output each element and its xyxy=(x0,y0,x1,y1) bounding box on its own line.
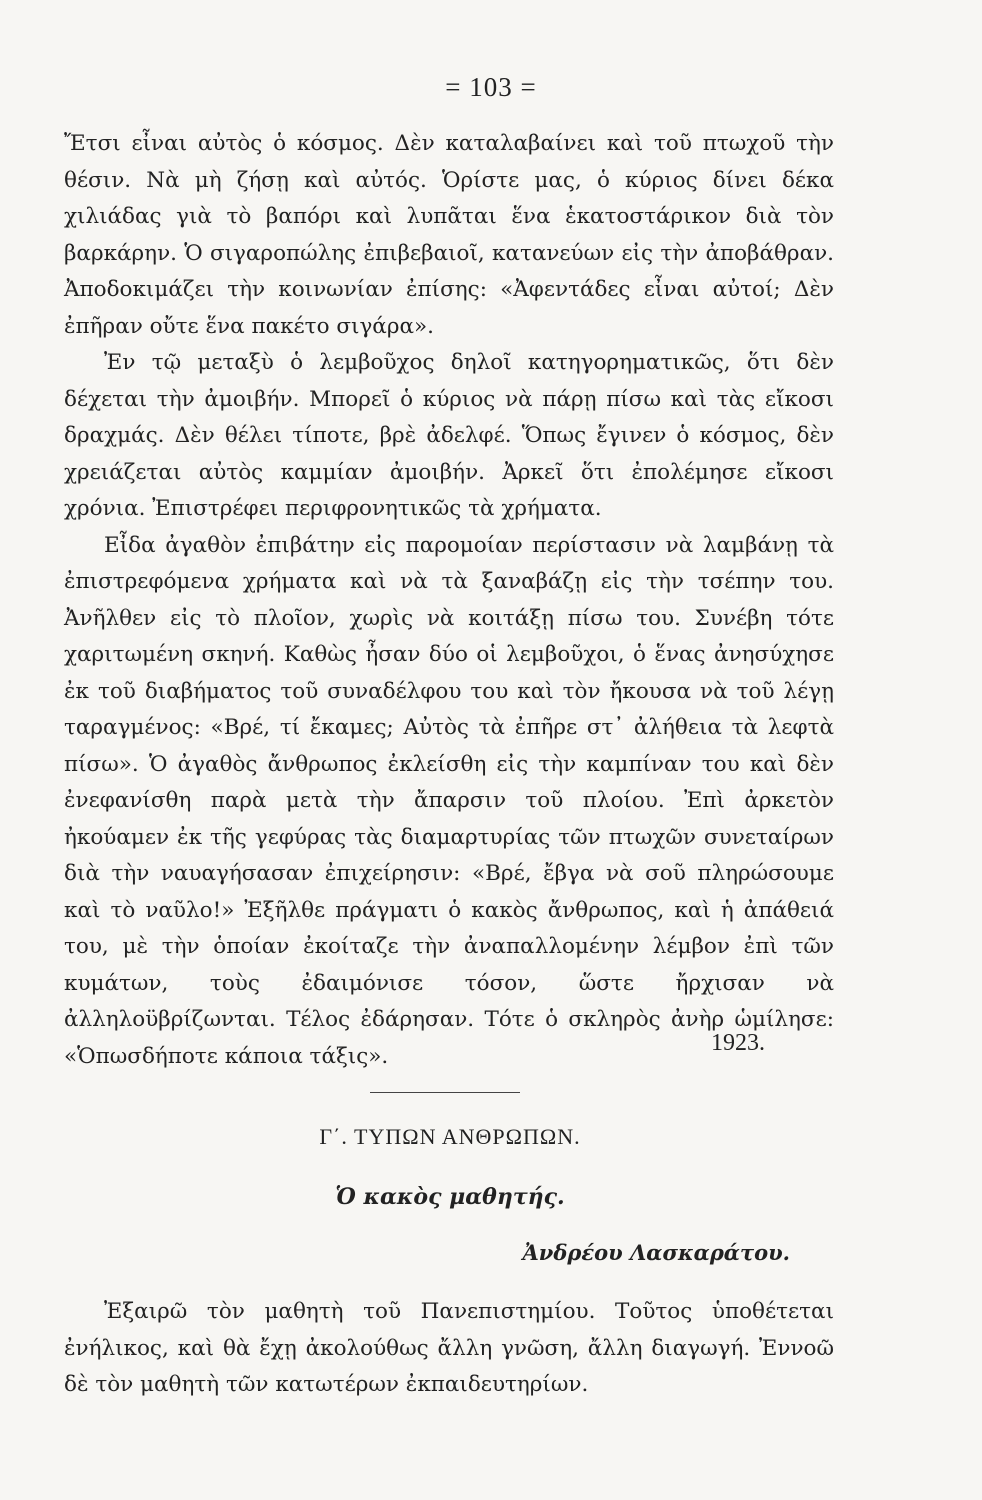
section-title: Γ΄. ΤΥΠΩΝ ΑΝΘΡΩΠΩΝ. xyxy=(319,1124,581,1149)
bottom-text-block xyxy=(64,1294,834,1404)
paragraph-1: Ἔτσι εἶναι αὐτὸς ὁ κόσμος. Δὲν καταλαβαίνει καὶ τοῦ πτωχοῦ τὴν θέσιν. Νὰ μὴ ζήσῃ καὶ αὐτός. Ὁρίστε μας, ὁ κύριος δίνει δέκα χιλιάδας γιὰ τὸ βαπόρι καὶ λυπᾶται ἕνα ἑκατοστάρικον διὰ τὸν βαρκάρην. Ὁ σιγαροπώλης ἐπιβεβαιοῖ, κατανεύων εἰς τὴν ἀποβάθραν. Ἀποδοκιμάζει τὴν κοινωνίαν ἐπίσης: «Ἀφεντάδες εἶναι αὐτοί; Δὲν ἐπῆραν οὔτε ἕνα πακέτο σιγάρα». xyxy=(64,131,834,339)
page-number: = 103 = xyxy=(445,72,537,102)
chapter-title: Ὁ κακὸς μαθητής. xyxy=(335,1184,565,1210)
author: Ἀνδρέου Λασκαράτου. xyxy=(522,1240,790,1265)
main-text-block xyxy=(64,126,834,1075)
paragraph-4: Ἐξαιρῶ τὸν μαθητὴ τοῦ Πανεπιστημίου. Τοῦτος ὑποθέτεται ἐνήλικος, καὶ θὰ ἔχῃ ἀκολούθως ἄλλη γνῶση, ἄλλη διαγωγή. Ἐννοῶ δὲ τὸν μαθητὴ τῶν κατωτέρων ἐκπαιδευτηρίων. xyxy=(64,1299,834,1397)
paragraph-3: Εἶδα ἀγαθὸν ἐπιβάτην εἰς παρομοίαν περίστασιν νὰ λαμβάνῃ τὰ ἐπιστρεφόμενα χρήματα καὶ νὰ τὰ ξαναβάζῃ εἰς τὴν τσέπην του. Ἀνῆλθεν εἰς τὸ πλοῖον, χωρὶς νὰ κοιτάξῃ πίσω του. Συνέβη τότε χαριτωμένη σκηνή. Καθὼς ἦσαν δύο οἱ λεμβοῦχοι, ὁ ἕνας ἀνησύχησε ἐκ τοῦ διαβήματος τοῦ συναδέλφου του καὶ τὸν ἤκουσα νὰ τοῦ λέγῃ ταραγμένος: «Βρέ, τί ἔκαμες; Αὐτὸς τὰ ἐπῆρε στ᾽ ἀλήθεια τὰ λεφτὰ πίσω». Ὁ ἀγαθὸς ἄνθρωπος ἐκλείσθη εἰς τὴν καμπίναν του καὶ δὲν ἐνεφανίσθη παρὰ μετὰ τὴν ἄπαρσιν τοῦ πλοίου. Ἐπὶ ἀρκετὸν ἠκούαμεν ἐκ τῆς γεφύρας τὰς διαμαρτυρίας τῶν πτωχῶν συνεταίρων διὰ τὴν ναυαγήσασαν ἐπιχείρησιν: «Βρέ, ἔβγα νὰ σοῦ πληρώσουμε καὶ τὸ ναῦλο!» Ἐξῆλθε πράγματι ὁ κακὸς ἄνθρωπος, καὶ ἡ ἀπάθειά του, μὲ τὴν ὁποίαν ἐκοίταζε τὴν ἀναπαλλομένην λέμβον ἐπὶ τῶν κυμάτων, τοὺς ἐδαιμόνισε τόσον, ὥστε ἤρχισαν νὰ ἀλληλοϋβρίζωνται. Τέλος ἐδάρησαν. Τότε ὁ σκληρὸς ἀνὴρ ὡμίλησε: «Ὁπωσδήποτε κάποια τάξις». xyxy=(64,532,834,1069)
paragraph-2: Ἐν τῷ μεταξὺ ὁ λεμβοῦχος δηλοῖ κατηγορηματικῶς, ὅτι δὲν δέχεται τὴν ἀμοιβήν. Μπορεῖ ὁ κύριος νὰ πάρῃ πίσω καὶ τὰς εἴκοσι δραχμάς. Δὲν θέλει τίποτε, βρὲ ἀδελφέ. Ὅπως ἔγινεν ὁ κόσμος, δὲν χρειάζεται αὐτὸς καμμίαν ἀμοιβήν. Ἀρκεῖ ὅτι ἐπολέμησε εἴκοσι χρόνια. Ἐπιστρέφει περιφρονητικῶς τὰ χρήματα. xyxy=(64,350,834,521)
year: 1923. xyxy=(711,1030,765,1056)
section-divider xyxy=(370,1092,520,1093)
